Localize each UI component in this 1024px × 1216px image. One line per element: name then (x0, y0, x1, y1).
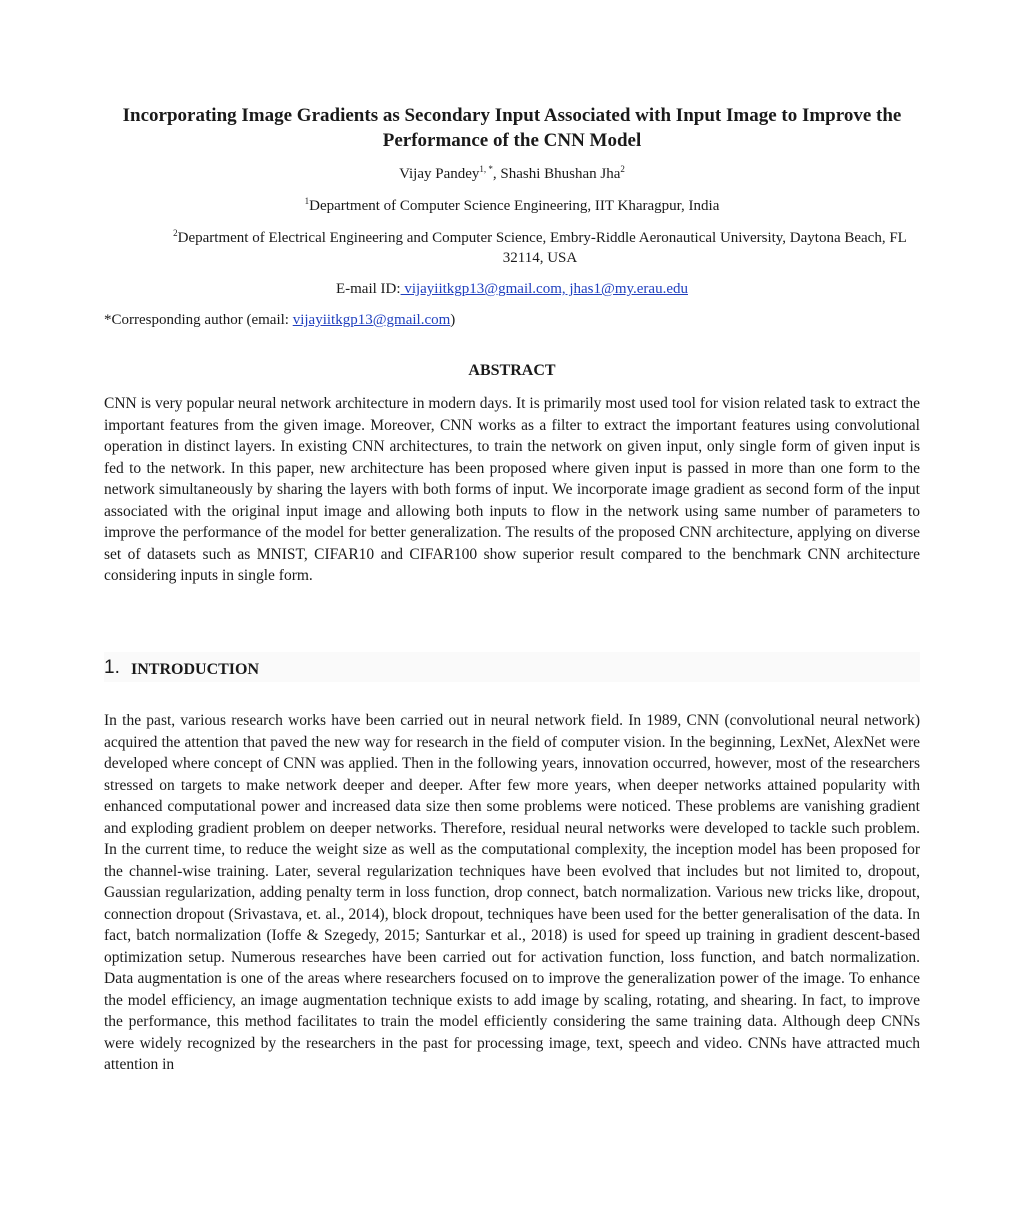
author-separator: , (492, 166, 501, 182)
author-1-affiliation-mark: 1, * (479, 164, 493, 174)
author-line (104, 164, 920, 184)
affiliation-2 (160, 228, 920, 268)
affiliation-2-text: Department of Electrical Engineering and Computer Science, Embry-Riddle Aeronautical University, Daytona Beach, FL 32114, USA (177, 230, 907, 266)
corresponding-suffix: ) (450, 312, 456, 328)
section-number: 1. (104, 657, 120, 678)
introduction-heading: INTRODUCTION (131, 661, 260, 678)
affiliation-1-text: Department of Computer Science Engineering, IIT Kharagpur, India (309, 198, 720, 214)
corresponding-prefix: *Corresponding author (email: (104, 312, 293, 328)
email-line (104, 279, 920, 299)
email-label: E-mail ID: (335, 281, 401, 297)
abstract-heading: ABSTRACT (468, 362, 556, 379)
email-addresses-link[interactable]: vijayiitkgp13@gmail.com, jhas1@my.erau.edu (400, 281, 688, 297)
introduction-paragraph: In the past, various research works have been carried out in neural network field. In 1989, CNN (convolutional neural network) acquired the attention that paved the new way for research in the field of computer vision. In the beginning, LexNet, AlexNet were developed where concept of CNN was applied. Then in the following years, innovation occurred, however, most of the researchers stressed on targets to make network deeper and deeper. After few more years, when deeper networks attained popularity with enhanced computational power and increased data size then some problems were noticed. These problems are vanishing gradient and exploding gradient problem on deeper networks. Therefore, residual neural networks were developed to tackle such problem. In the current time, to reduce the weight size as well as the computational complexity, the inception model has been proposed for the channel-wise training. Later, several regularization techniques have been evolved that includes but not limited to, dropout, Gaussian regularization, adding penalty term in loss function, drop connect, batch normalization. Various new tricks like, dropout, connection dropout (Srivastava, et. al., 2014), block dropout, techniques have been used for the better generalisation of the data. In fact, batch normalization (Ioffe & Szegedy, 2015; Santurkar et al., 2018) is used for speed up training in gradient descent-based optimization setup. Numerous researches have been carried out for activation function, loss function, and batch normalization. Data augmentation is one of the areas where researchers focused on to improve the generalization power of the image. To enhance the model efficiency, an image augmentation technique exists to add image by scaling, rotating, and shearing. In fact, to improve the performance, this method facilitates to train the model efficiently considering the same training data. Although deep CNNs were widely recognized by the researchers in the past for processing image, text, speech and video. CNNs have attracted much attention in (104, 712, 920, 1073)
corresponding-email-link[interactable]: vijayiitkgp13@gmail.com (292, 312, 451, 328)
author-1-name: Vijay Pandey (399, 166, 480, 182)
paper-title: Incorporating Image Gradients as Secondary Input Associated with Input Image to Improve the Performance of the CNN Model (122, 105, 902, 151)
author-2-name: Shashi Bhushan Jha (500, 166, 621, 182)
affiliation-1-mark: 1 (304, 196, 310, 206)
affiliation-1 (104, 196, 920, 216)
affiliation-2-mark: 2 (173, 228, 178, 238)
corresponding-author-line (104, 310, 455, 330)
author-2-affiliation-mark: 2 (620, 164, 625, 174)
abstract-paragraph: CNN is very popular neural network architecture in modern days. It is primarily most used tool for vision related task to extract the important features from the given image. Moreover, CNN works as a filter to extract the important features using convolutional operation in distinct layers. In existing CNN architectures, to train the network on given input, only single form of given input is fed to the network. In this paper, new architecture has been proposed where given input is passed in more than one form to the network simultaneously by sharing the layers with both forms of input. We incorporate image gradient as second form of the input associated with the original input image and allowing both inputs to flow in the network using same number of parameters to improve the performance of the model for better generalization. The results of the proposed CNN architecture, applying on diverse set of datasets such as MNIST, CIFAR10 and CIFAR100 show superior result compared to the benchmark CNN architecture considering inputs in single form. (104, 395, 920, 584)
